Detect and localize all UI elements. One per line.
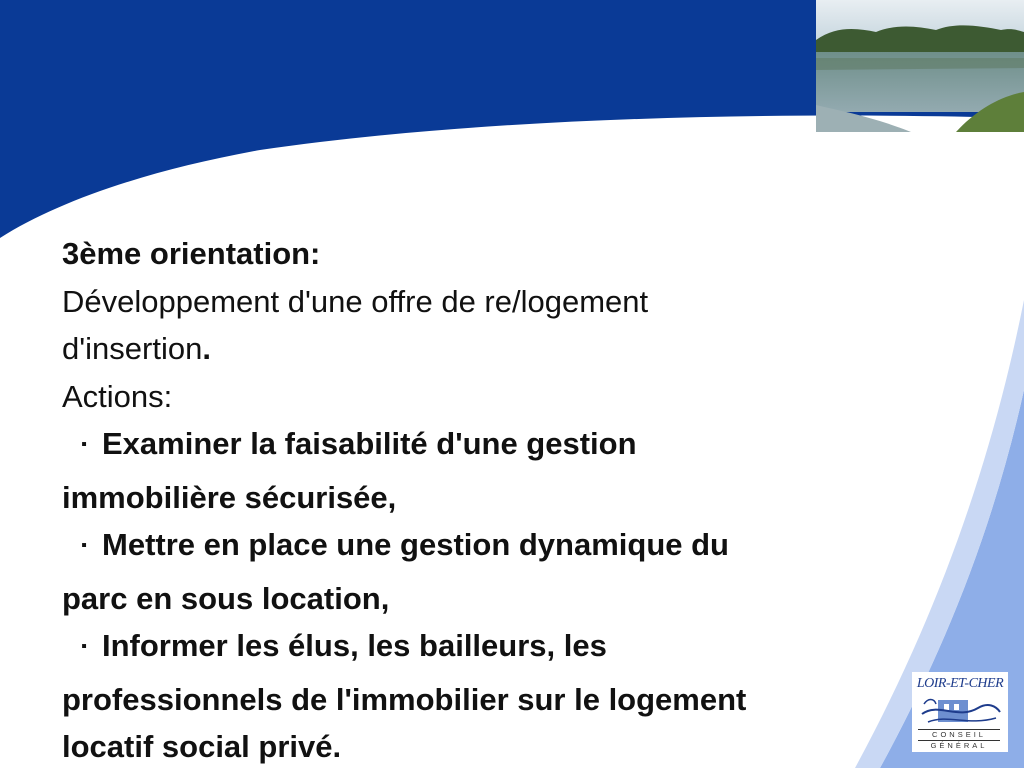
subtitle-end: d'insertion xyxy=(62,331,203,366)
bullet-item-3-line-2: professionnels de l'immobilier sur le logement xyxy=(62,681,747,717)
bullet-item-2-line-2: parc en sous location, xyxy=(62,580,390,616)
square-bullet-icon: ▪ xyxy=(81,436,87,453)
slide-heading: 3ème orientation: xyxy=(62,236,321,271)
bullet-item-1-line-2: immobilière sécurisée, xyxy=(62,479,397,515)
slide-subtitle-line-2 xyxy=(62,325,962,373)
logo-emblem-icon xyxy=(918,692,1002,726)
bullet-item-1-text: Examiner la faisabilité d'une gestion xyxy=(102,426,637,461)
logo-line-2: GÉNÉRAL xyxy=(918,740,1000,750)
actions-label: Actions: xyxy=(62,378,173,414)
logo-line-1: CONSEIL xyxy=(918,729,1000,739)
logo-name: LOIR-ET-CHER xyxy=(916,676,1004,691)
conseil-general-logo xyxy=(912,672,1008,752)
square-bullet-icon: ▪ xyxy=(81,537,87,554)
bullet-item-3-text: Informer les élus, les bailleurs, les xyxy=(102,628,607,663)
slide-text-body xyxy=(62,230,962,771)
bullet-item-2-line-1 xyxy=(62,521,962,575)
subtitle-period: . xyxy=(202,331,211,366)
square-bullet-icon: ▪ xyxy=(81,638,87,655)
bullet-item-2-text: Mettre en place une gestion dynamique du xyxy=(102,527,729,562)
bullet-item-3-line-3: locatif social privé. xyxy=(62,729,342,764)
lake-landscape-photo xyxy=(816,0,1024,132)
slide-subtitle-line-1: Développement d'une offre de re/logement xyxy=(62,283,649,319)
bullet-item-1-line-1 xyxy=(62,420,962,474)
bullet-item-3-line-1 xyxy=(62,622,962,676)
